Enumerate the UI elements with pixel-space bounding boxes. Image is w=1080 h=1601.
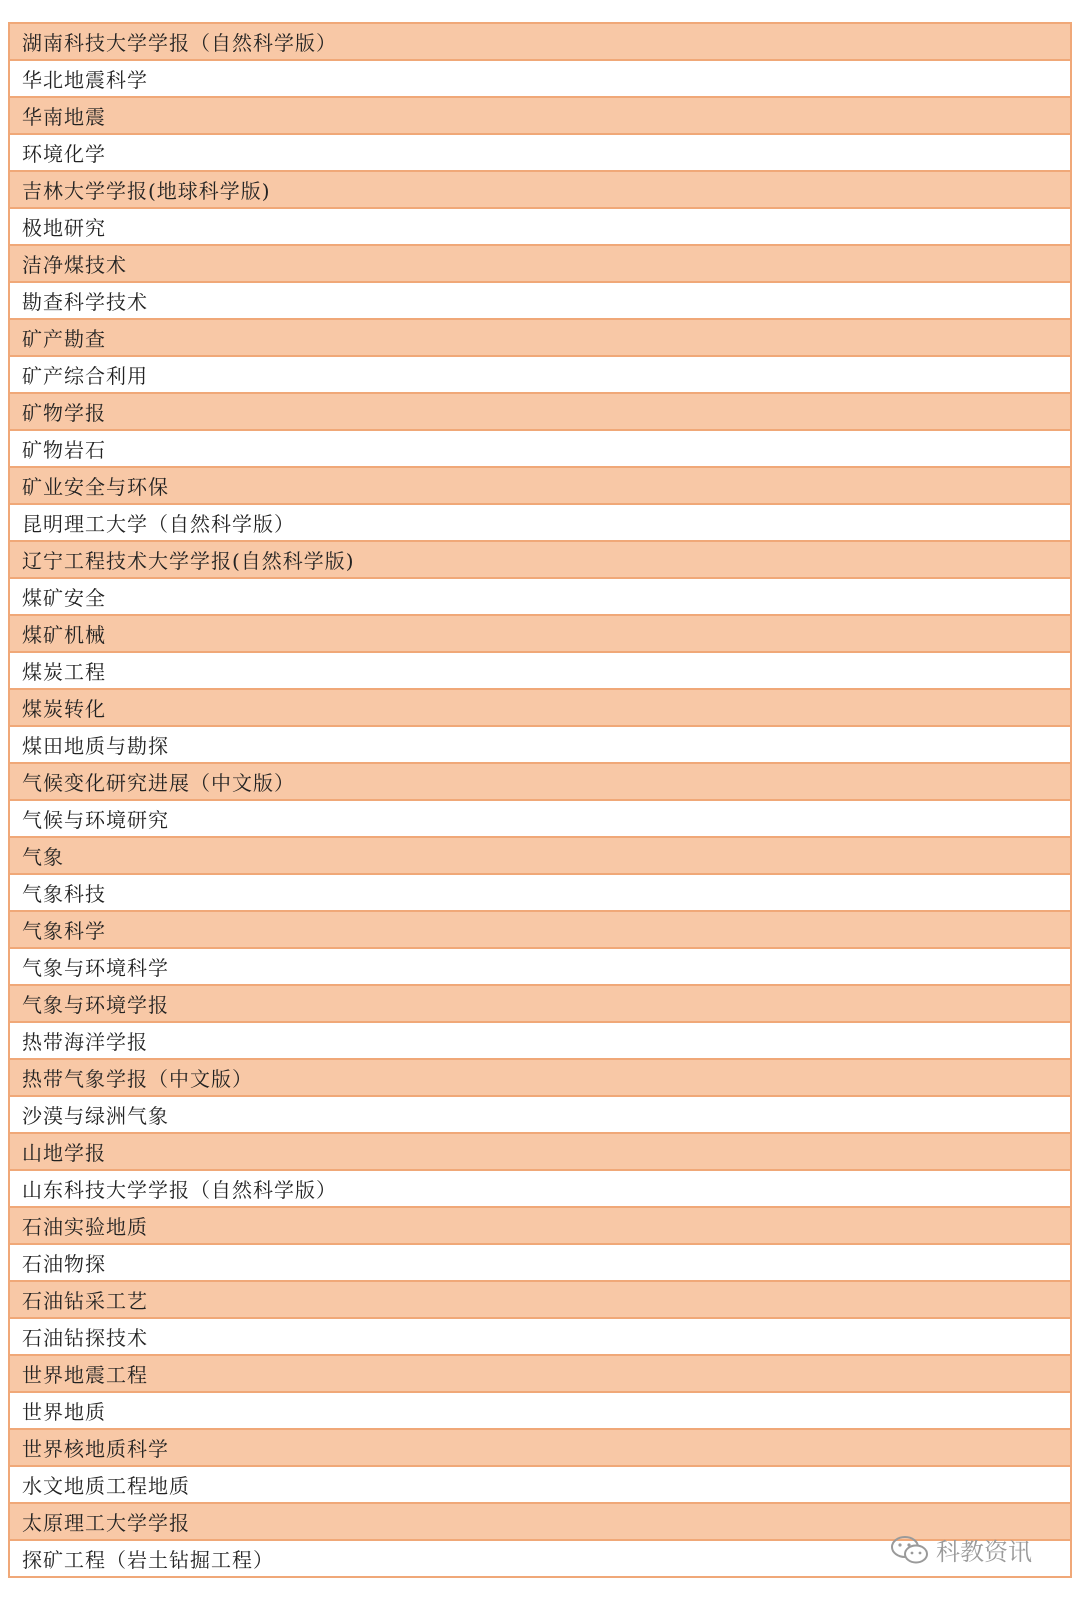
journal-name: 世界地质: [22, 1400, 106, 1424]
table-row: [8, 1023, 1072, 1060]
journal-name: 石油钻采工艺: [22, 1289, 148, 1313]
journal-name: 水文地质工程地质: [22, 1474, 190, 1498]
journal-name: 石油钻探技术: [22, 1326, 148, 1350]
journal-name: 太原理工大学学报: [22, 1511, 190, 1535]
journal-name: 环境化学: [22, 142, 106, 166]
table-row: [8, 431, 1072, 468]
journal-name: 气象与环境科学: [22, 956, 169, 980]
journal-name: 气象科学: [22, 919, 106, 943]
journal-name: 华南地震: [22, 105, 106, 129]
table-row: [8, 246, 1072, 283]
journal-name: 世界地震工程: [22, 1363, 148, 1387]
journal-name: 煤矿安全: [22, 586, 106, 610]
journal-name: 辽宁工程技术大学学报(自然科学版): [22, 549, 355, 573]
table-row: [8, 1467, 1072, 1504]
journal-name: 湖南科技大学学报（自然科学版）: [22, 31, 337, 55]
journal-name: 华北地震科学: [22, 68, 148, 92]
journal-name: 沙漠与绿洲气象: [22, 1104, 169, 1128]
journal-name: 煤炭转化: [22, 697, 106, 721]
journal-name: 矿产勘查: [22, 327, 106, 351]
journal-name: 山地学报: [22, 1141, 106, 1165]
journal-name: 昆明理工大学（自然科学版）: [22, 512, 295, 536]
journal-name: 矿物学报: [22, 401, 106, 425]
table-row: [8, 875, 1072, 912]
table-row: [8, 727, 1072, 764]
journal-name: 煤田地质与勘探: [22, 734, 169, 758]
table-row: [8, 986, 1072, 1023]
table-row: [8, 209, 1072, 246]
table-row: [8, 542, 1072, 579]
table-row: [8, 690, 1072, 727]
journal-name: 热带气象学报（中文版）: [22, 1067, 253, 1091]
table-row: [8, 1282, 1072, 1319]
table-row: [8, 320, 1072, 357]
journal-name: 煤炭工程: [22, 660, 106, 684]
journal-name: 气候与环境研究: [22, 808, 169, 832]
journal-name: 矿产综合利用: [22, 364, 148, 388]
journal-name: 气象与环境学报: [22, 993, 169, 1017]
journal-name: 气象: [22, 845, 64, 869]
table-row: [8, 1430, 1072, 1467]
table-row: [8, 61, 1072, 98]
watermark: [890, 1532, 1032, 1567]
table-row: [8, 912, 1072, 949]
table-row: [8, 1356, 1072, 1393]
table-row: [8, 172, 1072, 209]
table-row: [8, 579, 1072, 616]
journal-name: 勘查科学技术: [22, 290, 148, 314]
journal-name: 山东科技大学学报（自然科学版）: [22, 1178, 337, 1202]
table-row: [8, 394, 1072, 431]
table-row: [8, 764, 1072, 801]
table-row: [8, 949, 1072, 986]
table-row: [8, 468, 1072, 505]
journal-name: 探矿工程（岩土钻掘工程）: [22, 1548, 274, 1572]
table-row: [8, 1134, 1072, 1171]
table-row: [8, 1393, 1072, 1430]
table-row: [8, 1097, 1072, 1134]
journal-name: 热带海洋学报: [22, 1030, 148, 1054]
journal-name: 煤矿机械: [22, 623, 106, 647]
table-row: [8, 283, 1072, 320]
table-row: [8, 801, 1072, 838]
table-row: [8, 653, 1072, 690]
table-row: [8, 838, 1072, 875]
journal-name: 吉林大学学报(地球科学版): [22, 179, 271, 203]
journal-name: 矿业安全与环保: [22, 475, 169, 499]
table-row: [8, 1319, 1072, 1356]
journal-name: 气象科技: [22, 882, 106, 906]
watermark-text: 科教资讯: [936, 1538, 1032, 1566]
journal-name: 洁净煤技术: [22, 253, 127, 277]
table-row: [8, 1060, 1072, 1097]
journal-name: 石油实验地质: [22, 1215, 148, 1239]
table-row: [8, 1171, 1072, 1208]
wechat-icon: [890, 1534, 930, 1566]
table-row: [8, 357, 1072, 394]
table-row: [8, 135, 1072, 172]
journal-name: 矿物岩石: [22, 438, 106, 462]
journal-table: [8, 22, 1072, 1578]
journal-name: 世界核地质科学: [22, 1437, 169, 1461]
table-row: [8, 98, 1072, 135]
table-row: [8, 1245, 1072, 1282]
table-row: [8, 24, 1072, 61]
table-row: [8, 616, 1072, 653]
table-row: [8, 1208, 1072, 1245]
table-row: [8, 505, 1072, 542]
journal-name: 极地研究: [22, 216, 106, 240]
journal-name: 气候变化研究进展（中文版）: [22, 771, 295, 795]
journal-name: 石油物探: [22, 1252, 106, 1276]
